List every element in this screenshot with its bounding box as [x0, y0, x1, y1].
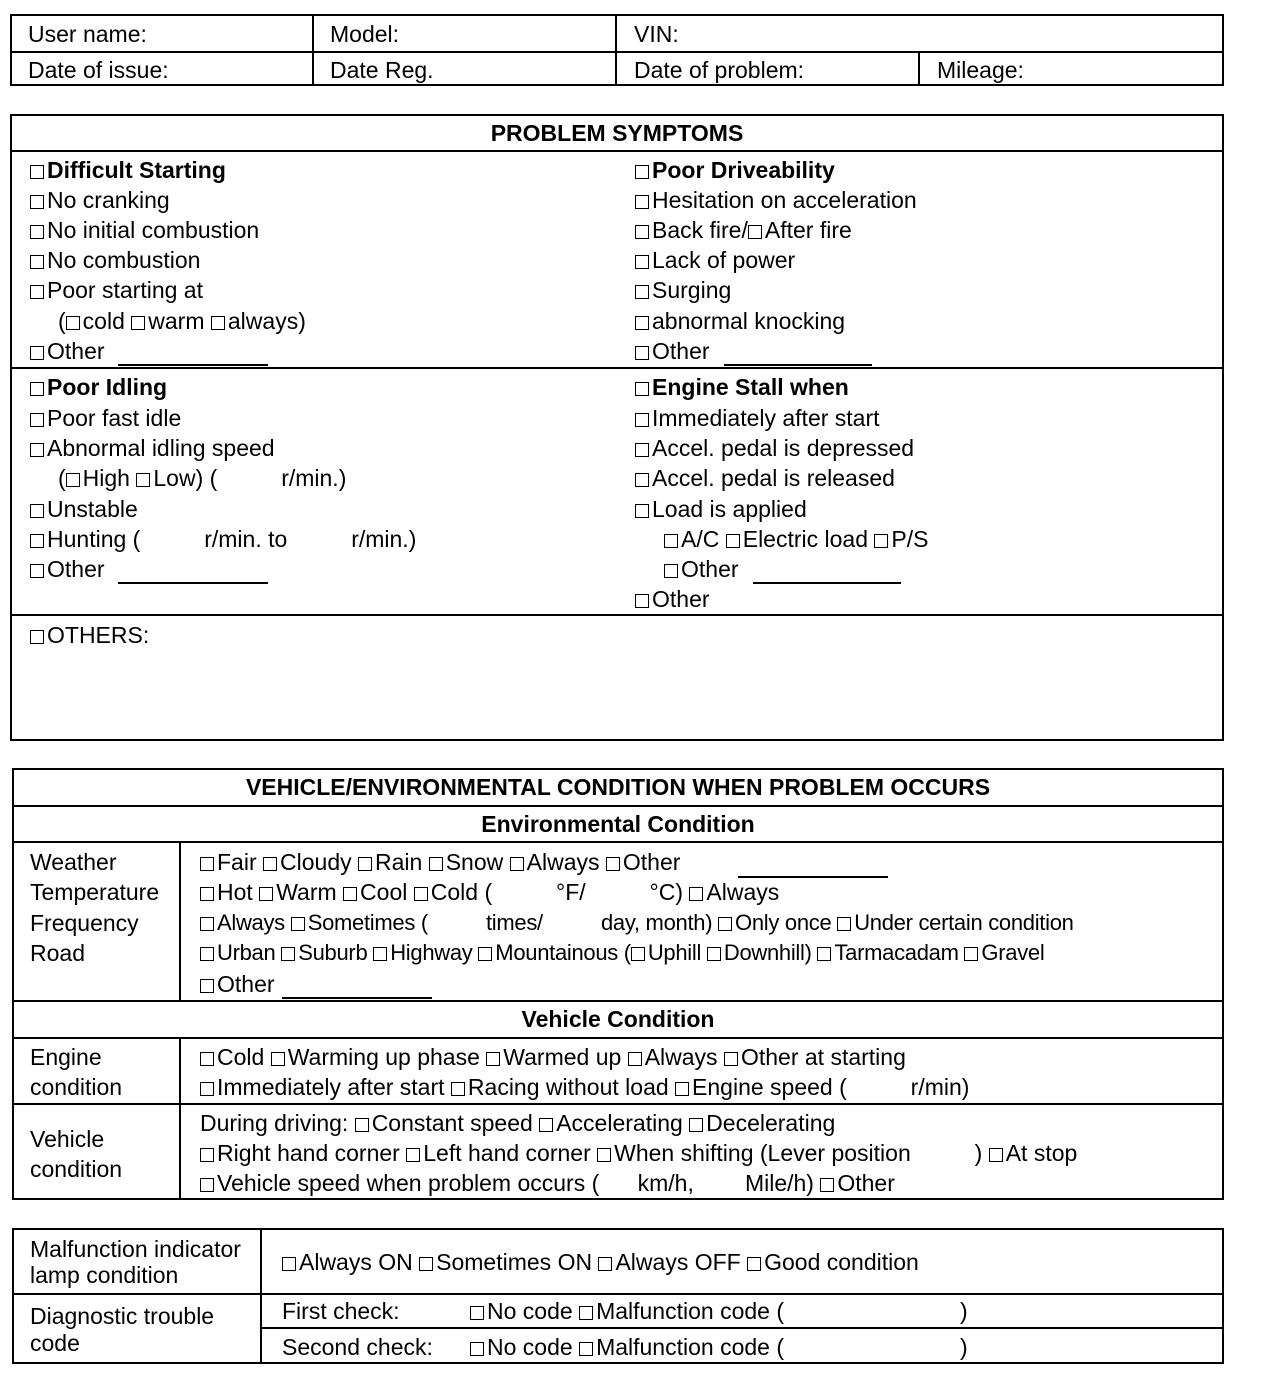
- divider: [179, 1037, 181, 1200]
- others-checkbox[interactable]: OTHERS:: [30, 624, 149, 647]
- accelerating-checkbox[interactable]: [539, 1118, 553, 1132]
- snow-checkbox[interactable]: [429, 857, 443, 871]
- section-title: VEHICLE/ENVIRONMENTAL CONDITION WHEN PROBLEM OCCURS: [245, 774, 991, 800]
- user-name-field[interactable]: User name:: [28, 21, 147, 47]
- weather-label: Weather: [30, 849, 117, 875]
- right-corner-checkbox[interactable]: [200, 1148, 214, 1162]
- poor-idling-other-checkbox[interactable]: Other: [30, 558, 105, 581]
- poor-starting-options: ( cold warm always): [58, 308, 306, 334]
- road-other-checkbox[interactable]: Other: [200, 973, 275, 996]
- poor-driveability-other-checkbox[interactable]: Other: [635, 340, 710, 363]
- pedal-depressed-checkbox[interactable]: Accel. pedal is depressed: [635, 437, 914, 460]
- divider: [10, 150, 1224, 152]
- weather-other-checkbox[interactable]: [606, 857, 620, 871]
- when-shifting-checkbox[interactable]: [597, 1148, 611, 1162]
- temperature-always-checkbox[interactable]: [689, 887, 703, 901]
- vehicle-other-checkbox[interactable]: [820, 1178, 834, 1192]
- tarmacadam-checkbox[interactable]: [817, 947, 831, 961]
- difficult-starting-other-checkbox[interactable]: Other: [30, 340, 105, 363]
- mil-options: Always ON Sometimes ON Always OFF Good condition: [282, 1251, 919, 1274]
- cool-checkbox[interactable]: [343, 887, 357, 901]
- hot-checkbox[interactable]: [200, 887, 214, 901]
- frequency-options: Always Sometimes ( times/ day, month) Only once Under certain condition: [200, 912, 1074, 934]
- first-no-code-checkbox[interactable]: [470, 1306, 484, 1320]
- date-of-issue-field[interactable]: Date of issue:: [28, 57, 169, 83]
- at-stop-checkbox[interactable]: [989, 1148, 1003, 1162]
- other-blank[interactable]: [738, 876, 888, 878]
- warming-up-checkbox[interactable]: [271, 1052, 285, 1066]
- divider: [12, 1000, 1224, 1002]
- back-fire-checkbox[interactable]: Back fire/ After fire: [635, 219, 852, 242]
- surging-checkbox[interactable]: Surging: [635, 279, 731, 302]
- sometimes-on-checkbox[interactable]: [419, 1257, 433, 1271]
- decelerating-checkbox[interactable]: [689, 1118, 703, 1132]
- sometimes-checkbox[interactable]: [291, 917, 305, 931]
- always-on-checkbox[interactable]: [282, 1257, 296, 1271]
- always-off-checkbox[interactable]: [598, 1257, 612, 1271]
- engine-cold-checkbox[interactable]: [200, 1052, 214, 1066]
- urban-checkbox[interactable]: [200, 947, 214, 961]
- ac-checkbox[interactable]: [664, 534, 678, 548]
- road-options: Urban Suburb Highway Mountainous ( Uphill Downhill) Tarmacadam Gravel: [200, 942, 1044, 964]
- ps-checkbox[interactable]: [874, 534, 888, 548]
- weather-always-checkbox[interactable]: [510, 857, 524, 871]
- divider: [615, 14, 617, 86]
- constant-speed-checkbox[interactable]: [355, 1118, 369, 1132]
- temperature-label: Temperature: [30, 879, 160, 905]
- section-title: PROBLEM SYMPTOMS: [490, 120, 744, 146]
- other-blank[interactable]: [724, 364, 872, 366]
- always-checkbox[interactable]: [211, 316, 225, 330]
- vehicle-condition-label: condition: [30, 1156, 123, 1182]
- frequency-always-checkbox[interactable]: [200, 917, 214, 931]
- unstable-checkbox[interactable]: Unstable: [30, 498, 138, 521]
- engine-condition-label: Engine: [30, 1044, 102, 1070]
- poor-driveability-checkbox[interactable]: Poor Driveability: [635, 159, 835, 182]
- load-options: A/C Electric load P/S: [664, 528, 928, 551]
- mileage-field[interactable]: Mileage:: [937, 57, 1024, 83]
- abnormal-knocking-checkbox[interactable]: abnormal knocking: [635, 310, 845, 333]
- divider: [260, 1228, 262, 1364]
- high-checkbox[interactable]: [66, 473, 80, 487]
- vehicle-info-header: [10, 14, 1224, 86]
- close-paren: ): [960, 1298, 968, 1324]
- difficult-starting-checkbox[interactable]: Difficult Starting: [30, 159, 226, 182]
- other-blank[interactable]: [118, 364, 268, 366]
- no-combustion-checkbox[interactable]: No combustion: [30, 249, 200, 272]
- engine-after-start-checkbox[interactable]: [200, 1082, 214, 1096]
- poor-starting-at-checkbox[interactable]: Poor starting at: [30, 279, 203, 302]
- poor-fast-idle-checkbox[interactable]: Poor fast idle: [30, 407, 181, 430]
- close-paren: ): [960, 1334, 968, 1360]
- warmed-up-checkbox[interactable]: [486, 1052, 500, 1066]
- cold-checkbox[interactable]: [414, 887, 428, 901]
- warm-checkbox[interactable]: [259, 887, 273, 901]
- engine-condition-label: condition: [30, 1074, 123, 1100]
- fair-checkbox[interactable]: [200, 857, 214, 871]
- abnormal-idling-speed-checkbox[interactable]: Abnormal idling speed: [30, 437, 275, 460]
- date-of-problem-field[interactable]: Date of problem:: [634, 57, 805, 83]
- low-checkbox[interactable]: [136, 473, 150, 487]
- mil-label: lamp condition: [30, 1262, 179, 1288]
- load-applied-checkbox[interactable]: Load is applied: [635, 498, 807, 521]
- warm-checkbox[interactable]: [131, 316, 145, 330]
- divider: [12, 1103, 1224, 1105]
- frequency-label: Frequency: [30, 910, 139, 936]
- divider: [12, 841, 1224, 843]
- divider: [10, 51, 1224, 53]
- vehicle-options-row2: Right hand corner Left hand corner When shifting (Lever position ) At stop: [200, 1142, 1077, 1165]
- divider: [312, 14, 314, 86]
- weather-options: Fair Cloudy Rain Snow Always Other: [200, 851, 680, 874]
- poor-idling-checkbox[interactable]: Poor Idling: [30, 376, 167, 399]
- divider: [10, 367, 1224, 369]
- no-cranking-checkbox[interactable]: No cranking: [30, 189, 170, 212]
- mil-label: Malfunction indicator: [30, 1236, 241, 1262]
- engine-options-row2: Immediately after start Racing without load Engine speed ( r/min): [200, 1076, 969, 1099]
- dtc-label: code: [30, 1330, 80, 1356]
- vehicle-speed-checkbox[interactable]: [200, 1178, 214, 1192]
- temperature-options: Hot Warm Cool Cold ( °F/ °C) Always: [200, 881, 779, 904]
- second-check-label: Second check:: [282, 1334, 433, 1360]
- divider: [12, 1293, 1224, 1295]
- under-certain-condition-checkbox[interactable]: [837, 917, 851, 931]
- other-blank[interactable]: [282, 997, 432, 999]
- engine-speed-checkbox[interactable]: [675, 1082, 689, 1096]
- cold-checkbox[interactable]: [66, 316, 80, 330]
- engine-options-row1: Cold Warming up phase Warmed up Always Other at starting: [200, 1046, 906, 1069]
- engine-stall-checkbox[interactable]: Engine Stall when: [635, 376, 849, 399]
- divider: [12, 1037, 1224, 1039]
- divider: [12, 805, 1224, 807]
- vehicle-options-row1: During driving: Constant speed Accelerating Decelerating: [200, 1110, 836, 1136]
- divider: [179, 841, 181, 1000]
- divider: [10, 614, 1224, 616]
- divider: [918, 51, 920, 86]
- left-corner-checkbox[interactable]: [406, 1148, 420, 1162]
- suburb-checkbox[interactable]: [281, 947, 295, 961]
- racing-checkbox[interactable]: [451, 1082, 465, 1096]
- first-malfunction-code-checkbox[interactable]: [579, 1306, 593, 1320]
- mountainous-checkbox[interactable]: [478, 947, 492, 961]
- only-once-checkbox[interactable]: [718, 917, 732, 931]
- second-malfunction-code-checkbox[interactable]: [579, 1342, 593, 1356]
- vehicle-condition-title: Vehicle Condition: [521, 1006, 715, 1032]
- good-condition-checkbox[interactable]: [747, 1257, 761, 1271]
- first-check-options: No code Malfunction code (: [470, 1300, 784, 1323]
- date-reg-field[interactable]: Date Reg.: [330, 57, 434, 83]
- downhill-checkbox[interactable]: [707, 947, 721, 961]
- gravel-checkbox[interactable]: [964, 947, 978, 961]
- first-check-label: First check:: [282, 1298, 400, 1324]
- other-blank[interactable]: [753, 582, 901, 584]
- dtc-label: Diagnostic trouble: [30, 1303, 215, 1329]
- model-field[interactable]: Model:: [330, 21, 400, 47]
- second-check-options: No code Malfunction code (: [470, 1336, 784, 1359]
- pedal-released-checkbox[interactable]: Accel. pedal is released: [635, 467, 895, 490]
- hunting-checkbox[interactable]: Hunting ( r/min. to r/min.): [30, 528, 416, 551]
- highway-checkbox[interactable]: [373, 947, 387, 961]
- vin-field[interactable]: VIN:: [634, 21, 679, 47]
- stall-after-start-checkbox[interactable]: Immediately after start: [635, 407, 880, 430]
- engine-always-checkbox[interactable]: [628, 1052, 642, 1066]
- environmental-condition-title: Environmental Condition: [481, 811, 755, 837]
- electric-load-checkbox[interactable]: [726, 534, 740, 548]
- lack-of-power-checkbox[interactable]: Lack of power: [635, 249, 795, 272]
- other-blank[interactable]: [118, 582, 268, 584]
- uphill-checkbox[interactable]: [631, 947, 645, 961]
- engine-stall-other-checkbox[interactable]: Other: [635, 588, 710, 611]
- hesitation-checkbox[interactable]: Hesitation on acceleration: [635, 189, 917, 212]
- other-at-starting-checkbox[interactable]: [724, 1052, 738, 1066]
- divider: [260, 1327, 1224, 1329]
- second-no-code-checkbox[interactable]: [470, 1342, 484, 1356]
- vehicle-options-row3: Vehicle speed when problem occurs ( km/h, Mile/h) Other: [200, 1172, 895, 1195]
- idling-speed-options: ( High Low) ( r/min.): [58, 465, 347, 491]
- load-other-checkbox[interactable]: Other: [664, 558, 739, 581]
- problem-symptoms-section: [10, 114, 1224, 741]
- road-label: Road: [30, 940, 85, 966]
- rain-checkbox[interactable]: [358, 857, 372, 871]
- no-initial-combustion-checkbox[interactable]: No initial combustion: [30, 219, 259, 242]
- cloudy-checkbox[interactable]: [263, 857, 277, 871]
- vehicle-condition-label: Vehicle: [30, 1126, 105, 1152]
- after-fire-checkbox[interactable]: [748, 225, 762, 239]
